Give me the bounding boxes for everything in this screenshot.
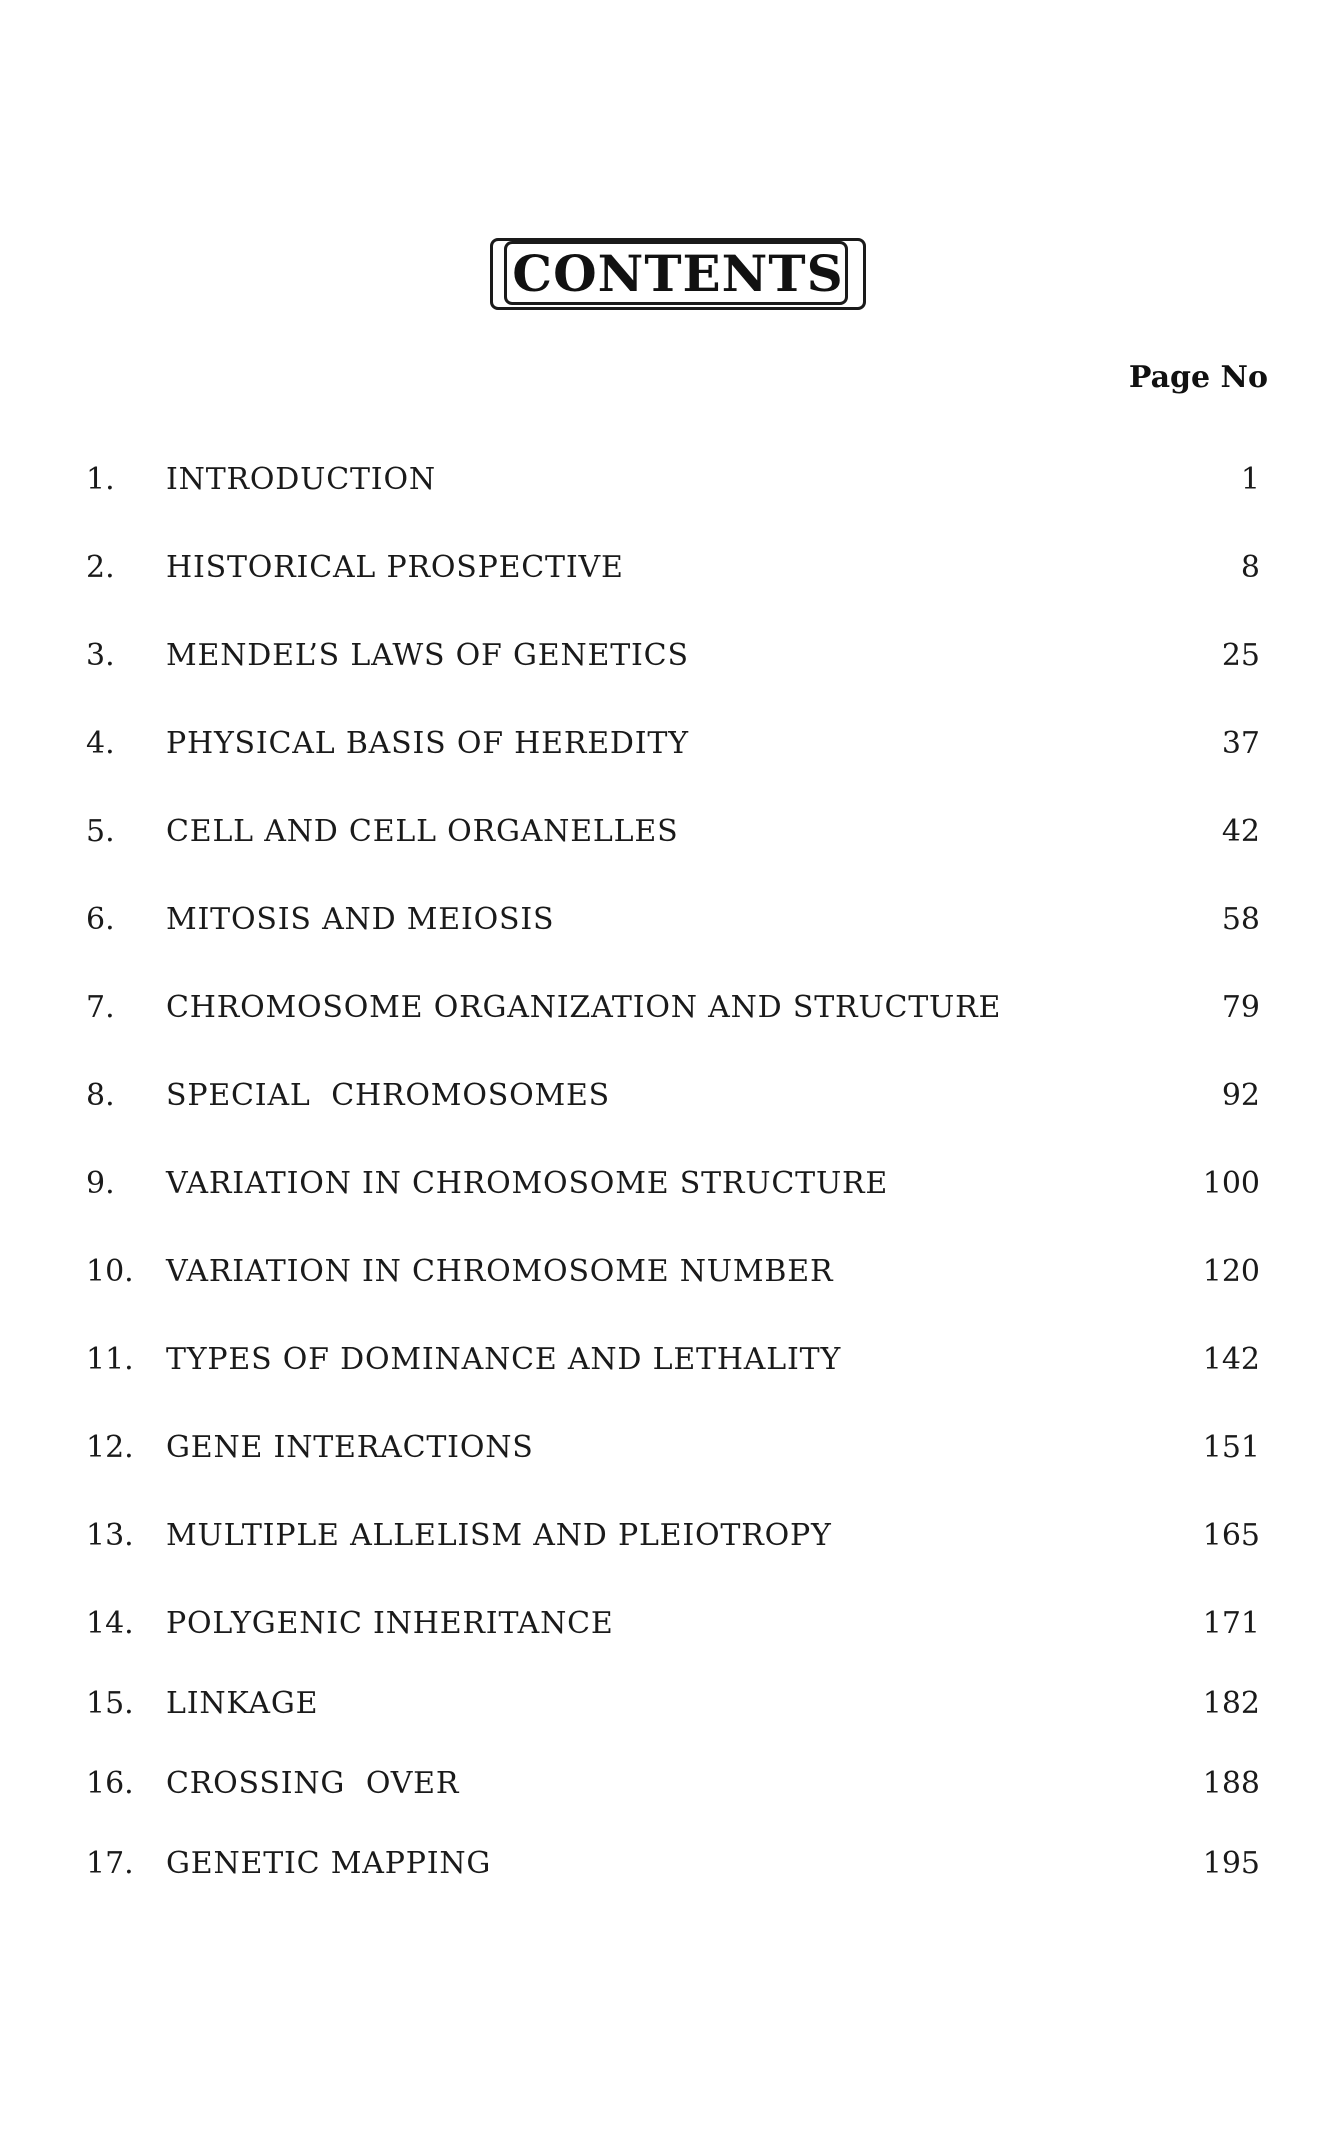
- toc-entry: [0, 1514, 1334, 1558]
- toc-entry-title: LINKAGE: [166, 1686, 319, 1721]
- toc-entry-page-number: 182: [1202, 1686, 1260, 1721]
- toc-entry-title: MITOSIS AND MEIOSIS: [166, 902, 555, 937]
- toc-entry-page-number: 92: [1221, 1078, 1260, 1113]
- toc-entry: [0, 986, 1334, 1030]
- toc-entry: [0, 1602, 1334, 1646]
- toc-entry-number: 7.: [86, 990, 115, 1025]
- toc-entry: [0, 458, 1334, 502]
- toc-entry-number: 2.: [86, 550, 115, 585]
- toc-entry: [0, 1074, 1334, 1118]
- toc-entry: [0, 1682, 1334, 1726]
- toc-entry-title: POLYGENIC INHERITANCE: [166, 1606, 614, 1641]
- toc-entry-number: 6.: [86, 902, 115, 937]
- toc-entry-title: TYPES OF DOMINANCE AND LETHALITY: [166, 1342, 842, 1377]
- toc-entry-page-number: 8: [1240, 550, 1260, 585]
- toc-entry-title: GENETIC MAPPING: [166, 1846, 492, 1881]
- toc-entry-number: 12.: [86, 1430, 134, 1465]
- toc-entry: [0, 1250, 1334, 1294]
- toc-entry-title: MENDEL’S LAWS OF GENETICS: [166, 638, 689, 673]
- toc-entry-page-number: 58: [1221, 902, 1260, 937]
- toc-entry: [0, 634, 1334, 678]
- toc-entry: [0, 898, 1334, 942]
- toc-entry-number: 15.: [86, 1686, 134, 1721]
- toc-entry-title: HISTORICAL PROSPECTIVE: [166, 550, 624, 585]
- toc-entry-page-number: 171: [1202, 1606, 1260, 1641]
- toc-entry-number: 3.: [86, 638, 115, 673]
- toc-entry-page-number: 25: [1221, 638, 1260, 673]
- toc-entry-page-number: 1: [1240, 462, 1260, 497]
- toc-entry-page-number: 37: [1221, 726, 1260, 761]
- toc-entry-title: CELL AND CELL ORGANELLES: [166, 814, 679, 849]
- toc-entry-number: 17.: [86, 1846, 134, 1881]
- toc-entry-title: PHYSICAL BASIS OF HEREDITY: [166, 726, 689, 761]
- toc-entry: [0, 722, 1334, 766]
- toc-entry-title: VARIATION IN CHROMOSOME NUMBER: [166, 1254, 834, 1289]
- toc-entry-page-number: 165: [1202, 1518, 1260, 1553]
- toc-entry: [0, 810, 1334, 854]
- toc-entry-title: CHROMOSOME ORGANIZATION AND STRUCTURE: [166, 990, 1002, 1025]
- toc-entry: [0, 1338, 1334, 1382]
- toc-entry-number: 4.: [86, 726, 115, 761]
- toc-entry-page-number: 188: [1202, 1766, 1260, 1801]
- page-no-column-header: Page No: [1128, 360, 1268, 395]
- toc-entry-title: SPECIAL CHROMOSOMES: [166, 1078, 611, 1113]
- toc-entry: [0, 1762, 1334, 1806]
- toc-entry-page-number: 79: [1221, 990, 1260, 1025]
- toc-entry-number: 1.: [86, 462, 115, 497]
- toc-entry-number: 14.: [86, 1606, 134, 1641]
- toc-entry-title: MULTIPLE ALLELISM AND PLEIOTROPY: [166, 1518, 832, 1553]
- toc-entry: [0, 1842, 1334, 1886]
- toc-entry-number: 9.: [86, 1166, 115, 1201]
- page-title: CONTENTS: [512, 244, 844, 303]
- toc-entry-page-number: 151: [1202, 1430, 1260, 1465]
- toc-entry-number: 13.: [86, 1518, 134, 1553]
- toc-entry: [0, 1162, 1334, 1206]
- toc-entry-number: 10.: [86, 1254, 134, 1289]
- toc-entry-number: 16.: [86, 1766, 134, 1801]
- toc-entry-title: VARIATION IN CHROMOSOME STRUCTURE: [166, 1166, 889, 1201]
- toc-entry-number: 11.: [86, 1342, 134, 1377]
- toc-entry-page-number: 142: [1202, 1342, 1260, 1377]
- toc-entry-page-number: 195: [1202, 1846, 1260, 1881]
- toc-entry-number: 5.: [86, 814, 115, 849]
- toc-entry-page-number: 42: [1221, 814, 1260, 849]
- toc-entry-title: CROSSING OVER: [166, 1766, 460, 1801]
- toc-entry: [0, 546, 1334, 590]
- toc-entry-page-number: 120: [1202, 1254, 1260, 1289]
- toc-entry: [0, 1426, 1334, 1470]
- toc-entry-number: 8.: [86, 1078, 115, 1113]
- toc-entry-title: INTRODUCTION: [166, 462, 436, 497]
- toc-entry-page-number: 100: [1202, 1166, 1260, 1201]
- toc-entry-title: GENE INTERACTIONS: [166, 1430, 534, 1465]
